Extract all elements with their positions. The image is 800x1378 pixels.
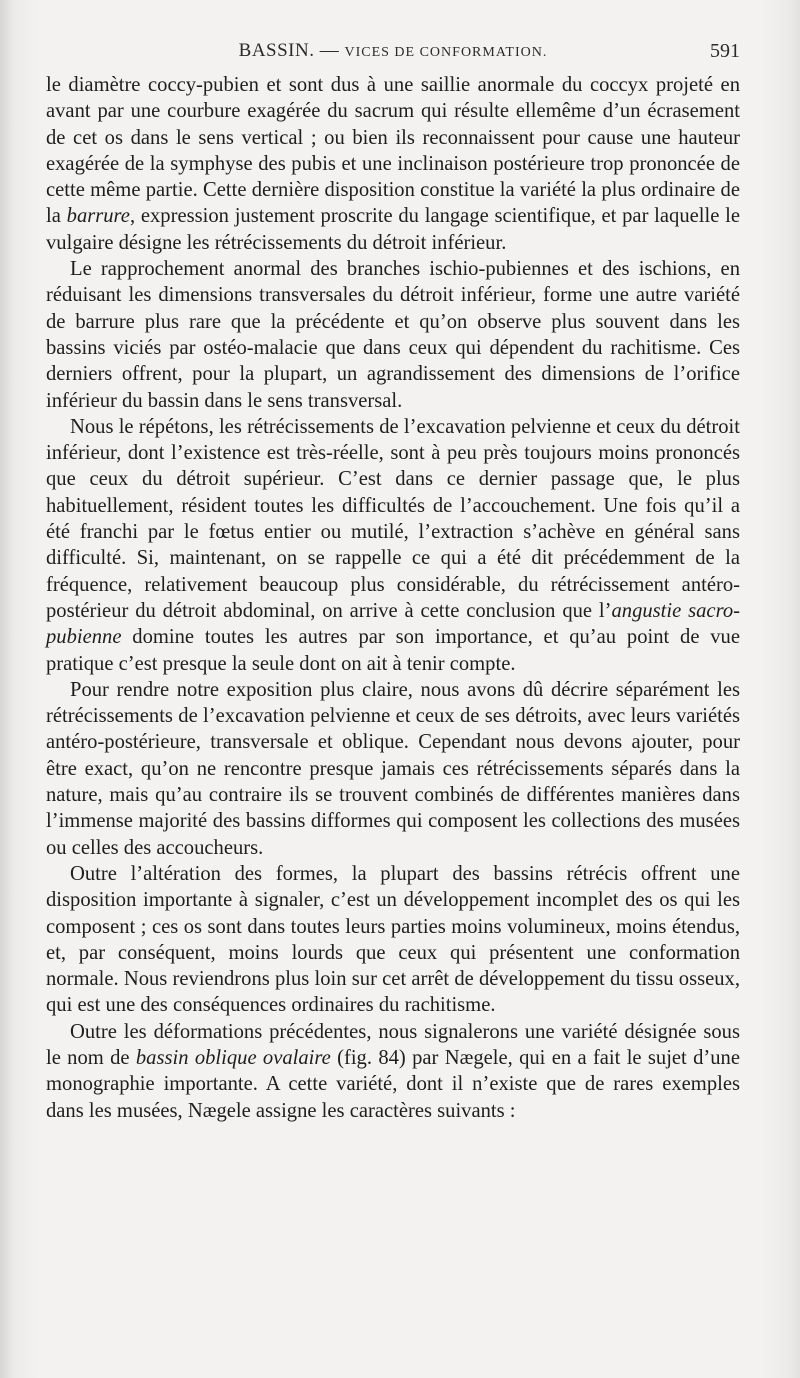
text-run: Nous le répétons, les rétrécissements de l’excavation pelvienne et ceux du détroit inférieur, dont l’existence est très-réelle, sont à peu près toujours moins prononcés que ceux du détroit supérieur. C’est dans ce dernier passage que, le plus habituellement, résident toutes les difficultés de l’accouchement. Une fois qu’il a été franchi par le fœtus entier ou mutilé, l’extraction s’achève en général sans difficulté. Si, maintenant, on se rappelle ce qui a été dit précédemment de la fréquence, relativement beaucoup plus considérable, du rétrécissement antéro-postérieur du détroit abdominal, on arrive à cette conclusion que l’	[46, 415, 740, 622]
page-number: 591	[710, 40, 740, 62]
paragraph	[46, 677, 740, 861]
running-title-main: BASSIN.	[238, 40, 315, 61]
text-run: , expression justement proscrite du langage scientifique, et par laquelle le vulgaire désigne les rétrécissements du détroit inférieur.	[46, 205, 740, 254]
running-title	[46, 40, 740, 62]
text-run: (fig. 84) par Nægele, qui en a fait le sujet d’une monographie importante. A cette variété, dont il n’existe que de rares exemples dans les musées, Nægele assigne les caractères suivants :	[46, 1046, 740, 1122]
running-title-sub: VICES DE CONFORMATION.	[344, 45, 548, 60]
paragraph	[46, 861, 740, 1019]
text-run: Le rapprochement anormal des branches ischio-pubiennes et des ischions, en réduisant les dimensions transversales du détroit inférieur, forme une autre variété de barrure plus rare que la précédente et qu’on observe plus souvent dans les bassins viciés par ostéo-malacie que dans ceux qui dépendent du rachitisme. Ces derniers offrent, pour la plupart, un agrandissement des dimensions de l’orifice inférieur du bassin dans le sens transversal.	[46, 258, 740, 412]
italic-term: angustie sacro-pubienne	[46, 599, 740, 649]
text-run: le diamètre coccy-pubien et sont dus à une saillie anormale du coccyx projeté en avant par une courbure exagérée du sacrum qui résulte ellemême d’un écrasement de cet os dans le sens vertical ; ou bien ils reconnaissent pour cause une hauteur exagérée de la symphyse des pubis et une inclinaison postérieure trop prononcée de cette même partie. Cette dernière disposition constitue la variété la plus ordinaire de la	[46, 74, 740, 228]
text-run: domine toutes les autres par son importance, et qu’au point de vue pratique c’est presque la seule dont on ait à tenir compte.	[46, 626, 740, 675]
paragraph	[46, 414, 740, 677]
italic-term: barrure	[66, 205, 130, 228]
paragraph	[46, 256, 740, 414]
text-run: Outre les déformations précédentes, nous signalerons une variété désignée sous le nom de	[46, 1020, 740, 1069]
body-text	[46, 72, 740, 1124]
paragraph	[46, 1019, 740, 1124]
text-run: Outre l’altération des formes, la plupart des bassins rétrécis offrent une disposition importante à signaler, c’est un développement incomplet des os qui les composent ; ces os sont dans toutes leurs parties moins volumineux, moins étendus, et, par conséquent, moins lourds que ceux qui présentent une conformation normale. Nous reviendrons plus loin sur cet arrêt de développement du tissu osseux, qui est une des conséquences ordinaires du rachitisme.	[46, 862, 740, 1017]
text-run: Pour rendre notre exposition plus claire, nous avons dû décrire séparément les rétrécissements de l’excavation pelvienne et ceux de ses détroits, avec leurs variétés antéro-postérieure, transversale et oblique. Cependant nous devons ajouter, pour être exact, qu’on ne rencontre presque jamais ces rétrécissements séparés dans la nature, mais qu’au contraire ils se trouvent combinés de différentes manières dans l’immense majorité des bassins difformes qui composent les collections des musées ou celles des accoucheurs.	[46, 678, 740, 859]
paragraph	[46, 72, 740, 256]
running-title-separator: —	[314, 40, 345, 61]
italic-term: bassin oblique ovalaire	[135, 1046, 331, 1069]
running-header	[46, 36, 740, 66]
